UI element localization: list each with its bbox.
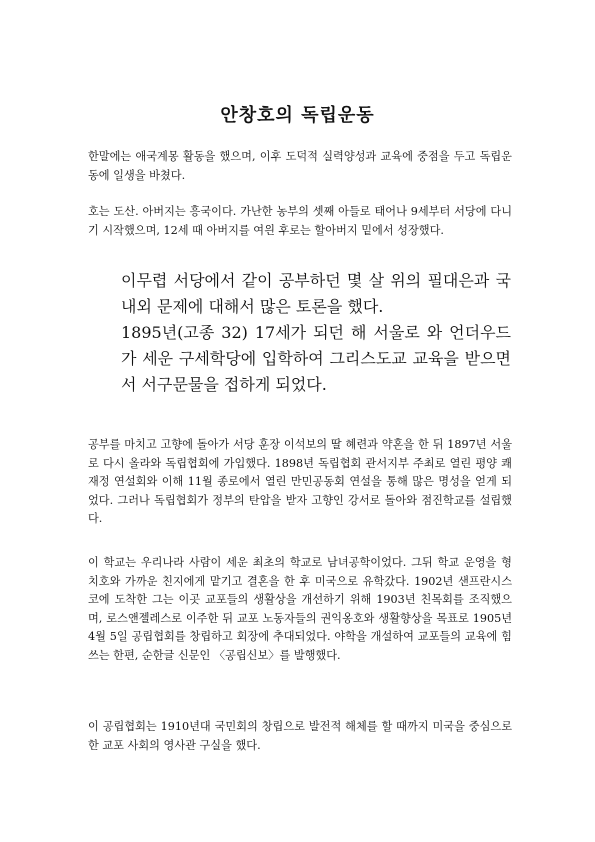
paragraph-independence-club: 공부를 마치고 고향에 돌아가 서당 훈장 이석보의 딸 혜련과 약혼을 한 뒤 1897년 서울로 다시 올라와 독립협회에 가입했다. 1898년 독립협회 관서지부 주최로 열린 평양 쾌재정 연설회와 이해 11월 종로에서 열린 만민공동회 연설을 통해 많은 명성을 얻게 되었다. 그러나 독립협회가 정부의 탄압을 받자 고향인 강서로 돌아와 점진학교를 설립했다. [88,438,513,525]
paragraph-background: 호는 도산. 아버지는 흥국이다. 가난한 농부의 셋째 아들로 태어나 9세부터 서당에 다니기 시작했으며, 12세 때 아버지를 여읜 후로는 할아버지 밑에서 성장했다. [88,205,512,237]
quote-seodang: 이무렵 서당에서 같이 공부하던 몇 살 위의 필대은과 국내외 문제에 대해서 많은 토론을 했다. [121,271,511,316]
paragraph-intro: 한말에는 애국계몽 활동을 했으며, 이후 도덕적 실력양성과 교육에 중점을 두고 독립운동에 일생을 바쳤다. [88,150,512,182]
quote-block [121,268,511,398]
document-title: 안창호의 독립운동 [220,105,375,126]
paragraph-association: 이 공립협회는 1910년대 국민회의 창립으로 발전적 해체를 할 때까지 미국을 중심으로 한 교포 사회의 영사관 구실을 했다. [88,720,512,752]
quote-1895: 1895년(고종 32) 17세가 되던 해 서울로 와 언더우드가 세운 구세학당에 입학하여 그리스도교 교육을 받으면서 서구문물을 접하게 되었다. [121,323,511,394]
paragraph-school-america: 이 학교는 우리나라 사람이 세운 최초의 학교로 남녀공학이었다. 그뒤 학교 운영을 형 치호와 가까운 친지에게 맡기고 결혼을 한 후 미국으로 유학갔다. 1902년 샌프란시스코에 도착한 그는 이곳 교포들의 생활상을 개선하기 위해 1903년 친목회를 조직했으며, 로스앤젤레스로 이주한 뒤 교포 노동자들의 권익옹호와 생활향상을 목표로 1905년 4월 5일 공립협회를 창립하고 회장에 추대되었다. 야학을 개설하여 교포들의 교육에 힘쓰는 한편, 순한글 신문인 〈공립신보〉를 발행했다. [88,556,512,662]
